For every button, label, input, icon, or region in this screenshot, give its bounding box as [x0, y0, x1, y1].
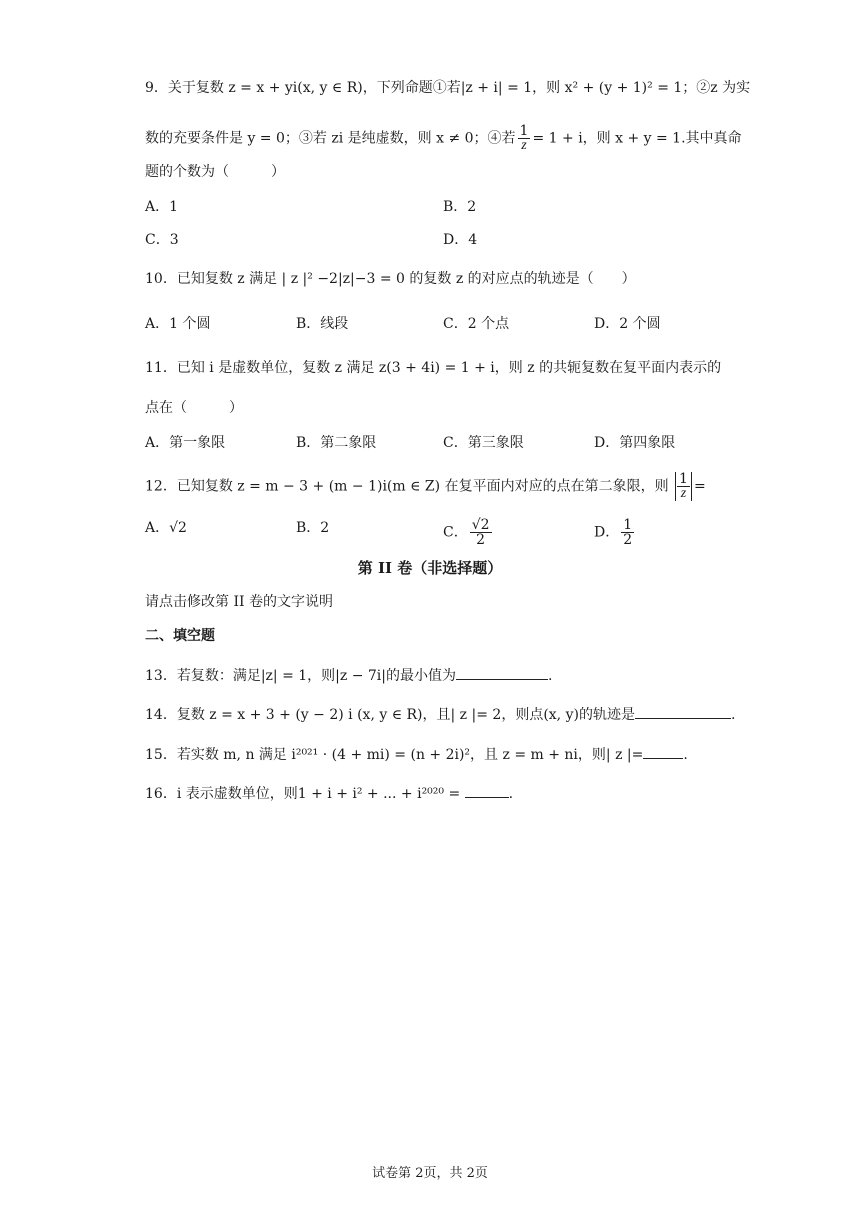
q12-text	[145, 472, 706, 501]
q9-line-2	[145, 124, 742, 153]
q11-option-d[interactable]: D．第四象限	[594, 435, 676, 451]
q12-option-d[interactable]	[594, 518, 636, 547]
q12-option-c-num: √2	[471, 517, 490, 533]
q14-end: .	[730, 707, 736, 723]
page-footer: 试卷第 2页，共 2页	[372, 1166, 488, 1181]
q9-line-1: 9．关于复数 z = x + yi(x, y ∈ R)，下列命题①若|z + i| = 1，则 x² + (y + 1)² = 1；②z 为实	[145, 80, 751, 96]
q12-abs-fraction	[675, 472, 692, 501]
section-2-title: 第 II 卷（非选择题）	[357, 559, 503, 577]
q10-option-d[interactable]: D．2 个圆	[594, 316, 661, 332]
q11-line-1: 11．已知 i 是虚数单位，复数 z 满足 z(3 + 4i) = 1 + i，则 z 的共轭复数在复平面内表示的	[145, 360, 722, 376]
q10-option-c[interactable]: C．2 个点	[443, 316, 510, 332]
q15-text	[145, 744, 688, 765]
q12-option-b[interactable]: B．2	[296, 520, 330, 536]
q12-option-c[interactable]	[443, 518, 494, 547]
q16-text	[145, 783, 513, 804]
q16-stem: 16．i 表示虚数单位，则1 + i + i² + ... + i²⁰²⁰ =	[145, 786, 461, 802]
q9-frac-den: z	[521, 138, 527, 153]
q9-fraction	[518, 124, 531, 153]
q12-option-a[interactable]: A．√2	[145, 520, 187, 536]
q14-text	[145, 704, 735, 725]
q9-line-2-a: 数的充要条件是 y = 0；③若 zi 是纯虚数，则 x ≠ 0；④若	[145, 130, 516, 147]
q11-option-b[interactable]: B．第二象限	[296, 435, 377, 451]
q9-option-c[interactable]: C．3	[145, 232, 179, 248]
q13-stem: 13．若复数：满足|z| = 1，则|z − 7i|的最小值为	[145, 668, 456, 684]
fill-in-section-title: 二、填空题	[145, 628, 215, 644]
q16-end: .	[508, 786, 514, 802]
q12-option-d-label: D．	[594, 524, 620, 541]
q12-option-d-fraction	[621, 518, 634, 547]
q13-text	[145, 665, 552, 686]
q10-option-a[interactable]: A．1 个圆	[145, 316, 211, 332]
q9-line-2-b: = 1 + i，则 x + y = 1.其中真命	[532, 130, 742, 147]
q12-tail: =	[693, 478, 706, 495]
q9-line-3: 题的个数为（ ）	[145, 164, 285, 180]
q9-option-a[interactable]: A．1	[145, 199, 179, 215]
q11-option-a[interactable]: A．第一象限	[145, 435, 226, 451]
q12-stem: 12．已知复数 z = m − 3 + (m − 1)i(m ∈ Z) 在复平面内对应的点在第二象限，则	[145, 478, 669, 495]
q10-text: 10．已知复数 z 满足 | z |² −2|z|−3 = 0 的复数 z 的对应点的轨迹是（ ）	[145, 271, 636, 287]
q12-abs-num: 1	[679, 471, 688, 487]
q13-end: .	[548, 668, 553, 684]
q14-stem: 14．复数 z = x + 3 + (y − 2) i (x, y ∈ R)，且| z |= 2，则点(x, y)的轨迹是	[145, 707, 635, 723]
q14-answer-blank[interactable]	[635, 704, 731, 719]
q11-line-2: 点在（ ）	[145, 400, 243, 416]
q15-stem: 15．若实数 m, n 满足 i²⁰²¹ · (4 + mi) = (n + 2i)²，且 z = m + ni，则| z |=	[145, 747, 644, 763]
q12-option-c-den: 2	[476, 532, 486, 548]
q9-option-b[interactable]: B．2	[443, 199, 477, 215]
q12-option-d-den: 2	[623, 532, 633, 548]
q15-end: .	[683, 747, 688, 763]
q13-answer-blank[interactable]	[456, 665, 548, 680]
q11-option-c[interactable]: C．第三象限	[443, 435, 524, 451]
q12-option-d-num: 1	[623, 517, 633, 533]
q12-option-c-fraction	[470, 518, 492, 547]
q9-frac-num: 1	[519, 123, 529, 139]
q9-option-d[interactable]: D．4	[443, 232, 478, 248]
section-2-note[interactable]: 请点击修改第 II 卷的文字说明	[145, 594, 333, 610]
q12-abs-den: z	[680, 486, 687, 501]
q16-answer-blank[interactable]	[465, 783, 509, 798]
q15-answer-blank[interactable]	[643, 744, 683, 759]
q10-option-b[interactable]: B．线段	[296, 316, 349, 332]
q12-option-c-label: C．	[443, 524, 468, 541]
